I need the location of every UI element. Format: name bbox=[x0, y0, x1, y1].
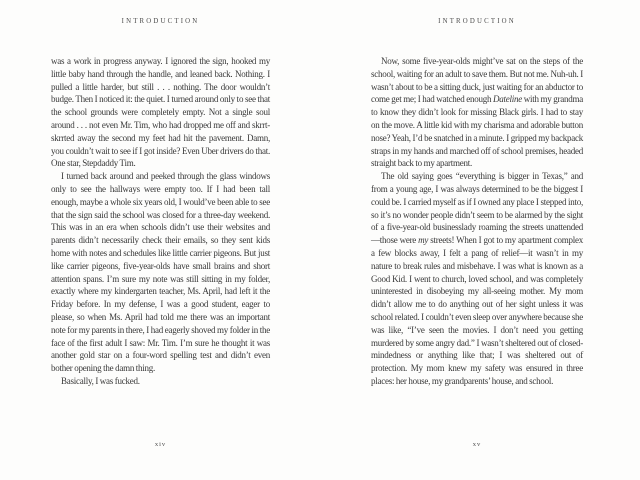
right-page-number: xv bbox=[472, 441, 482, 448]
running-head-left: INTRODUCTION bbox=[121, 18, 200, 25]
running-head-right: INTRODUCTION bbox=[438, 18, 516, 25]
body-paragraph: I turned back around and peeked through the glass windows only to see the hallways were empty too. If I had been tall enough, maybe a whole six years old, I would’ve been able to see that the sign said the school was closed for a three-day weekend. This was in an era when schools didn’t use their websites and parents didn’t necessarily check their emails, so they sent kids home with notes and schedules like little carrier pigeons. But just like carrier pigeons, five-year-olds have small brains and short attention spans. I’m sure my note was still sitting in my folder, exactly where my kindergarten teacher, Ms. April, had left it the Friday before. In my defense, I was a good student, eager to please, so when Ms. April had told me there was an important note for my parents in there, I had eagerly shoved my folder in the face of the first adult I saw: Mr. Tim. I’m sure he thought it was another gold star on a four-word spelling test and didn’t even bother opening the damn thing. bbox=[51, 171, 270, 374]
right-page bbox=[371, 0, 583, 480]
right-page-body bbox=[371, 55, 583, 388]
body-paragraph: was a work in progress anyway. I ignored the sign, hooked my little baby hand through the handle, and leaned back. Nothing. I pulled a little harder, but still . . . nothing. The door wouldn’t budge. Then I noticed it: the quiet. I turned around only to see that the school grounds were completely empty. Not a single soul around . . . not even Mr. Tim, who had dropped me off and skrrt-skrrted away the second my feet had hit the pavement. Damn, you couldn’t wait to see if I got inside? Even Uber drivers do that. One star, Stepdaddy Tim. bbox=[51, 56, 270, 169]
body-paragraph: Now, some five-year-olds might’ve sat on the steps of the school, waiting for an adult to save them. But not me. Nuh-uh. I wasn’t about to be a sitting duck, just waiting for an abductor to come get me; I had watched enough Dateline with my grandma to know they didn’t look for missing Black girls. I had to stay on the move. A little kid with my charisma and adorable button nose? Yeah, I’d be snatched in a minute. I gripped my backpack straps in my hands and marched off of school premises, headed straight back to my apartment. bbox=[371, 56, 583, 169]
body-paragraph: Basically, I was fucked. bbox=[61, 375, 140, 386]
left-page-number: xiv bbox=[154, 441, 167, 448]
left-page-body bbox=[51, 55, 270, 388]
left-page bbox=[51, 0, 270, 480]
body-paragraph: The old saying goes “everything is bigger in Texas,” and from a young age, I was always determined to be the biggest I could be. I carried myself as if I owned any place I stepped into, so it’s no wonder people didn’t seem to be alarmed by the sight of a five-year-old businesslady roaming the streets unattended—those were my streets! When I got to my apartment complex a few blocks away, I felt a pang of relief—it wasn’t in my nature to break rules and misbehave. I was what is known as a Good Kid. I went to church, loved school, and was completely uninterested in disobeying my all-seeing mother. My mom didn’t allow me to do anything out of her sight unless it was school related. I couldn’t even sleep over anywhere because she was like, “I’ve seen the movies. I don’t need you getting murdered by some angry dad.” I wasn’t sheltered out of closed-mindedness or anything like that; I was sheltered out of protection. My mom knew my safety was ensured in three places: her house, my grandparents’ house, and school. bbox=[371, 171, 584, 386]
